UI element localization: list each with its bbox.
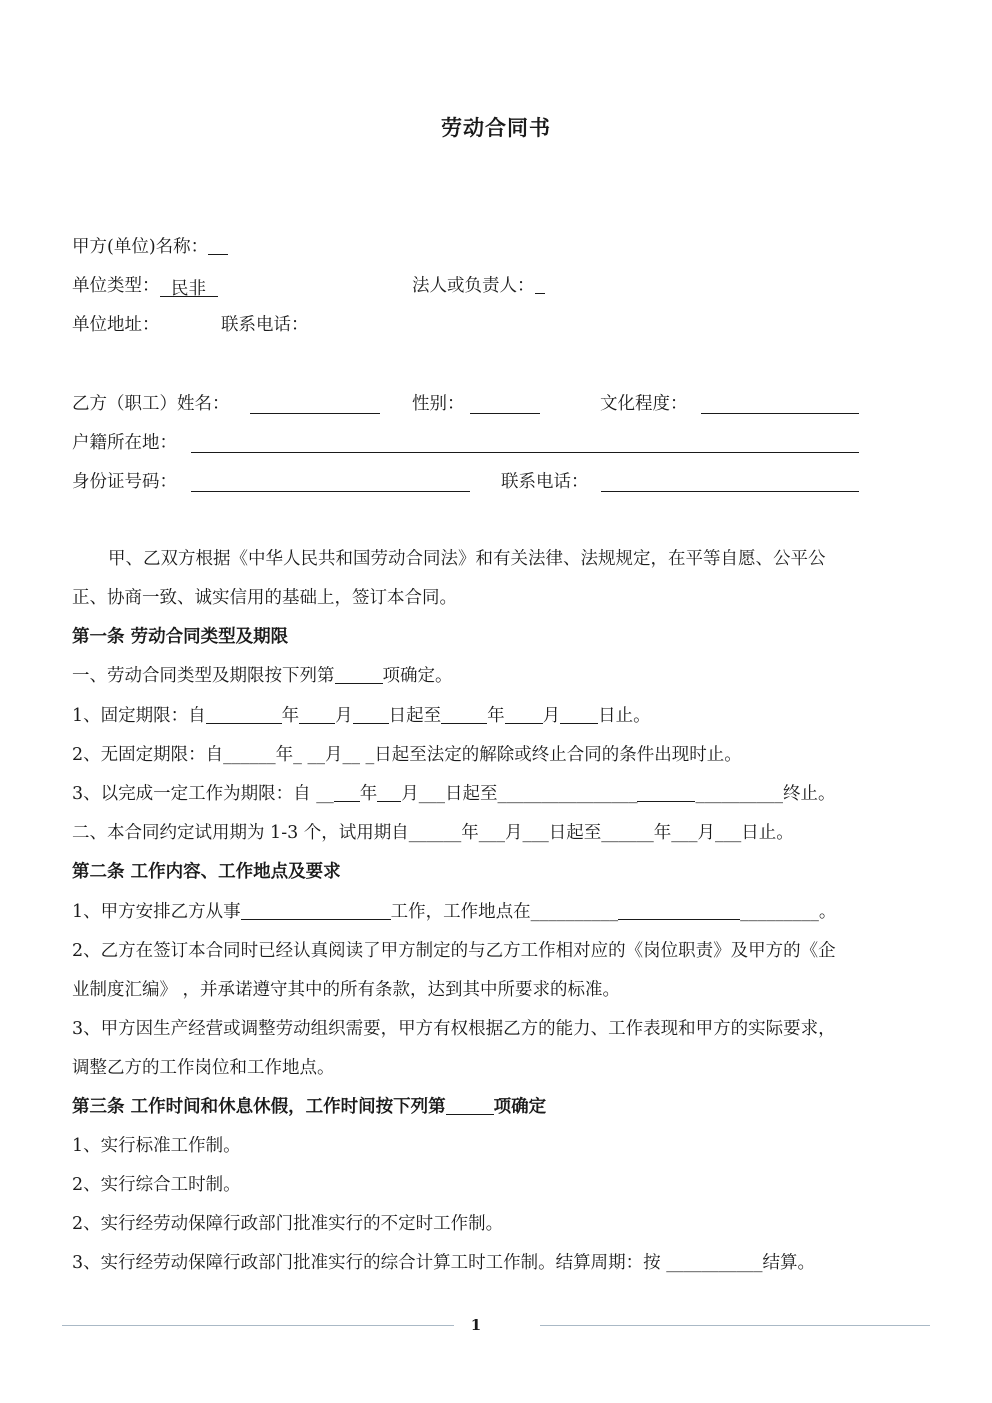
party-a-legal-group <box>412 275 545 297</box>
party-b-phone-blank[interactable] <box>601 473 859 492</box>
party-a-type-value[interactable] <box>160 278 218 297</box>
article-1-item-1 <box>72 705 932 727</box>
party-a-type-row <box>72 275 932 297</box>
party-b-hukou-row <box>72 432 932 454</box>
task-end-blank[interactable] <box>637 783 695 802</box>
party-b-name-blank[interactable] <box>250 395 380 414</box>
article-3-heading-text-a: 第三条 工作时间和休息休假，工作时间按下列第 <box>72 1097 446 1117</box>
fixed-end-year-unit: 年 <box>487 706 505 726</box>
task-start-year-blank[interactable] <box>334 783 360 802</box>
task-term-text-a: 3、以完成一定工作为期限：自 __ <box>72 784 334 804</box>
article-3-heading-text-b: 项确定 <box>493 1097 547 1117</box>
work-hours-type-blank[interactable] <box>446 1096 494 1115</box>
contract-type-blank[interactable] <box>335 665 383 684</box>
fixed-start-month-blank[interactable] <box>299 705 335 724</box>
article-1-item-2: 2、无固定期限：自______年_ __月__ _日起至法定的解除或终止合同的条件出现时止。 <box>72 745 742 765</box>
article-3-item-2: 2、实行综合工时制。 <box>72 1175 241 1195</box>
party-a-legal-blank[interactable] <box>535 275 545 294</box>
task-term-text-c: 月___日起至________________ <box>401 784 638 804</box>
party-a-phone-label: 联系电话： <box>221 315 309 335</box>
article-2-item-1-text-a: 1、甲方安排乙方从事 <box>72 902 241 922</box>
task-start-year-unit: 年 <box>359 784 378 804</box>
fixed-end-day-unit: 日止。 <box>598 706 651 726</box>
fixed-end-month-unit: 月 <box>542 706 561 726</box>
party-a-name-label: 甲方(单位)名称： <box>72 237 209 257</box>
article-3-heading <box>72 1096 932 1118</box>
fixed-end-day-blank[interactable] <box>560 705 598 724</box>
party-a-address-label: 单位地址： <box>72 315 160 335</box>
party-b-id-row <box>72 471 932 493</box>
fixed-start-month-unit: 月 <box>335 706 353 726</box>
party-b-edu-label: 文化程度： <box>600 394 688 414</box>
fixed-end-year-blank[interactable] <box>441 705 487 724</box>
article-1-item-3 <box>72 783 932 805</box>
party-a-type-label: 单位类型： <box>72 276 160 296</box>
document-title: 劳动合同书 <box>441 115 551 140</box>
party-b-hukou-label: 户籍所在地： <box>72 433 177 453</box>
fixed-start-day-unit: 日起至 <box>388 706 442 726</box>
fixed-start-year-unit: 年 <box>281 706 300 726</box>
article-1-probation: 二、本合同约定试用期为 1-3 个，试用期自______年___月___日起至______年___月___日止。 <box>72 823 794 843</box>
party-b-id-blank[interactable] <box>191 473 470 492</box>
page-number: 1 <box>470 1316 482 1334</box>
article-1-item-0 <box>72 665 932 687</box>
party-b-id-label: 身份证号码： <box>72 472 177 492</box>
party-b-phone-label: 联系电话： <box>501 472 589 492</box>
fixed-start-year-blank[interactable] <box>206 705 282 724</box>
article-2-item-2-line-2: 业制度汇编》 ，并承诺遵守其中的所有条款，达到其中所要求的标准。 <box>72 980 621 1000</box>
article-2-item-3-line-2: 调整乙方的工作岗位和工作地点。 <box>72 1058 335 1078</box>
party-b-gender-blank[interactable] <box>470 395 540 414</box>
fixed-end-month-blank[interactable] <box>505 705 543 724</box>
article-2-item-1 <box>72 901 932 923</box>
task-term-text-d: __________终止。 <box>695 784 836 804</box>
article-2-item-2-line-1: 2、乙方在签订本合同时已经认真阅读了甲方制定的与乙方工作相对应的《岗位职责》及甲方的《企 <box>72 941 836 961</box>
fixed-start-day-blank[interactable] <box>353 705 389 724</box>
party-a-address-row <box>72 314 932 336</box>
party-b-name-label: 乙方（职工）姓名： <box>72 394 230 414</box>
party-a-type-text: 民非 <box>171 279 206 299</box>
article-2-item-3-line-1: 3、甲方因生产经营或调整劳动组织需要，甲方有权根据乙方的能力、工作表现和甲方的实际要求， <box>72 1019 836 1039</box>
party-b-edu-blank[interactable] <box>701 395 859 414</box>
work-location-blank[interactable] <box>618 901 740 920</box>
party-a-name-row <box>72 236 932 258</box>
party-a-name-blank[interactable] <box>208 236 228 255</box>
party-b-gender-label: 性别： <box>412 394 465 414</box>
footer-rule-left <box>62 1325 454 1326</box>
article-1-heading: 第一条 劳动合同类型及期限 <box>72 627 289 647</box>
task-start-month-blank[interactable] <box>377 783 401 802</box>
article-3-item-3: 2、实行经劳动保障行政部门批准实行的不定时工作制。 <box>72 1214 504 1234</box>
party-a-legal-label: 法人或负责人： <box>412 276 535 296</box>
fixed-term-label: 1、固定期限：自 <box>72 706 206 726</box>
job-content-blank[interactable] <box>241 901 391 920</box>
article-3-item-4: 3、实行经劳动保障行政部门批准实行的综合计算工时工作制。结算周期：按 ___________结算。 <box>72 1253 815 1273</box>
article-3-item-1: 1、实行标准工作制。 <box>72 1136 241 1156</box>
party-b-hukou-blank[interactable] <box>191 434 859 453</box>
article-2-item-1-text-b: 工作，工作地点在__________ <box>390 902 619 922</box>
party-b-name-row <box>72 393 932 415</box>
intro-line-1: 甲、乙双方根据《中华人民共和国劳动合同法》和有关法律、法规规定，在平等自愿、公平公 <box>108 549 826 569</box>
article-2-item-1-text-c: _________。 <box>740 902 837 922</box>
intro-line-2: 正、协商一致、诚实信用的基础上，签订本合同。 <box>72 588 457 608</box>
footer-rule-right <box>540 1325 930 1326</box>
article-1-item-0-text-a: 一、劳动合同类型及期限按下列第 <box>72 666 335 686</box>
article-1-item-0-text-b: 项确定。 <box>382 666 453 686</box>
article-2-heading: 第二条 工作内容、工作地点及要求 <box>72 862 341 882</box>
